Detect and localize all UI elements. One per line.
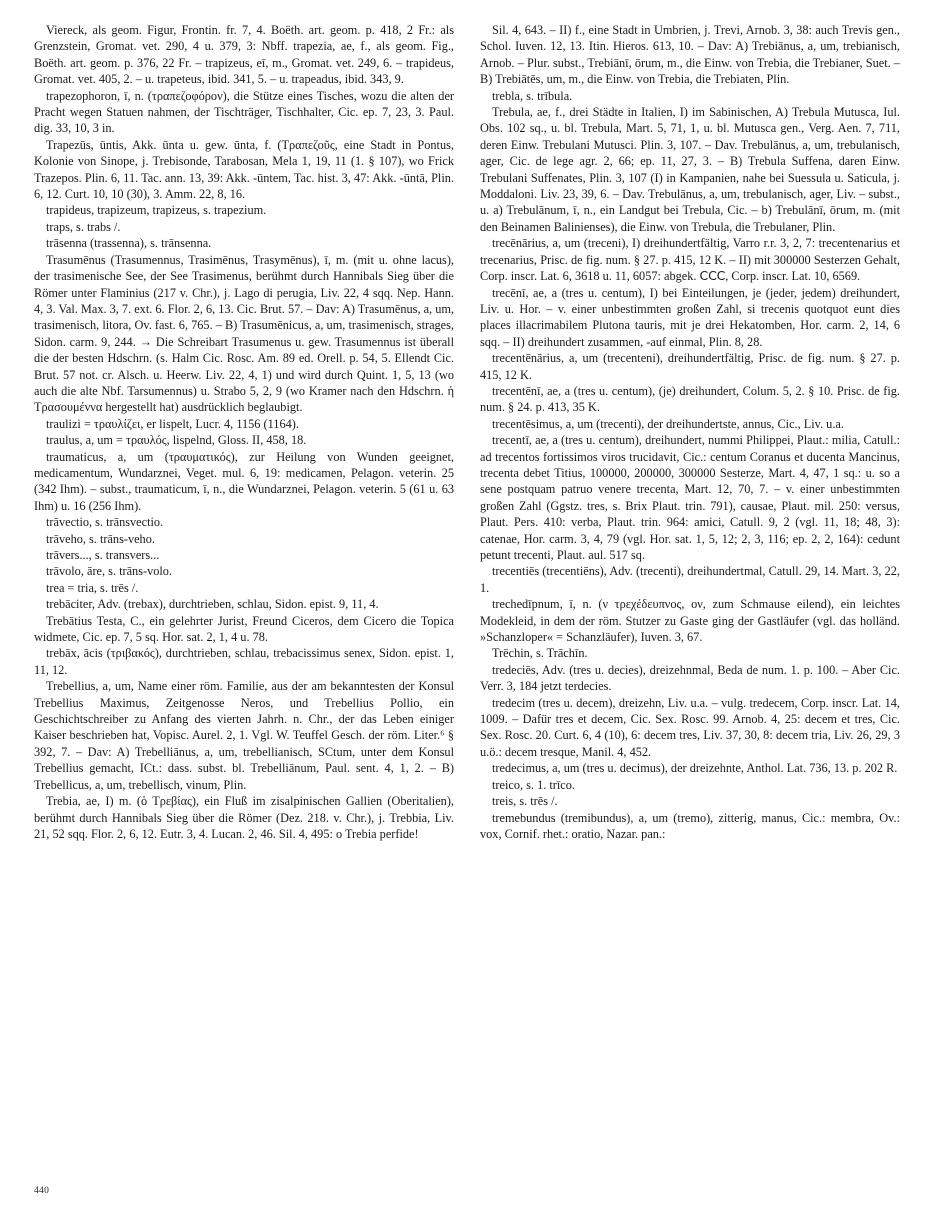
entry-text: trebla, s. trībula. [492,88,573,103]
entry-text: trechedīpnum, ī, n. (ν τρεχέδευπνος, ον, zum Schmause eilend), ein leichtes Modekleid, in dem der röm. Stutzer zu Gaste ging der Gastläufer (vgl. das holländ. »Schanzloper« = Schanzläufer), Iuven. 3, 67. [480,597,900,645]
dictionary-entry [34,202,454,218]
entry-text: trāvolo, āre, s. trāns-volo. [46,564,173,579]
entry-text: trebāx, ācis (τριβακός), durchtrieben, schlau, trebacissimus senex, Sidon. epist. 1, 11, 12. [34,646,454,677]
dictionary-entry [480,695,900,761]
dictionary-entry [480,416,900,432]
dictionary-entry [34,613,454,646]
entry-text: trapideus, trapizeum, trapizeus, s. trapezium. [46,203,267,218]
dictionary-entry [34,678,454,793]
dictionary-entry [34,88,454,137]
entry-text: trecentēsimus, a, um (trecenti), der dreihundertste, annus, Cic., Liv. u.a. [492,416,844,431]
two-column-layout [34,22,907,1170]
dictionary-entry [34,449,454,515]
dictionary-entry [480,760,900,776]
entry-text: trebāciter, Adv. (trebax), durchtrieben, schlau, Sidon. epist. 9, 11, 4. [46,597,379,612]
dictionary-entry [480,350,900,383]
dictionary-entry [34,531,454,547]
entry-text: traumaticus, a, um (τραυματικός), zur Heilung von Wunden geeignet, medicamentum, Wundarznei, Veget. mul. 6, 19: medicamen, Pelagon. veterin. 25 (342 Ihm). – subst., traumaticum, ī, n., die Wundarznei, Pelagon. veterin. 5 (61 u. 63 Ihm) u. 16 (256 Ihm). [34,449,454,513]
dictionary-entry [34,22,454,88]
entry-text: Trasumēnus (Trasumennus, Trasimēnus, Trasymēnus), ī, m. (mit u. ohne lacus), der trasimenische See, der See Trasimenus, berühmt durch Hannibals Sieg über die Römer unter Flaminius (217 v. Chr.), j. Lago di perugia, Liv. 22, 4 sqq. Nep. Hann. 4, 3. Val. Max. 3, 7. ext. 6. Flor. 2, 6, 13. Cic. Brut. 57. – Dav: A) Trasumēnus, a, um, trasimenisch, litora, Ov. fast. 6, 765. – B) Trasumēnicus, a, um, trasimenisch, strages, Sidon. carm. 9, 244. → Die Schreibart Trasumenus u. gew. Trasumennus ist überall die der besten Hdschrn. (s. Halm Cic. Rosc. Am. 89 ed. Orell. p. 54, 5. Ellendt Cic. Brut. 57 not. cr. Alsch. u. Heerw. Liv. 22, 4, 1) und wird durch Quint. 1, 5, 13 (wo auch die alte Nbf. Tarsumennus) u. Strabo 5, 2, 9 (wo Kramer nach den Hdschrn. ἡ Τρασουμέννα hergestellt hat) ausdrücklich beglaubigt. [34,252,454,415]
entry-text: Trēchin, s. Trāchīn. [492,646,588,661]
dictionary-entry [480,645,900,661]
dictionary-entry [480,563,900,596]
entry-text: trāsenna (trassenna), s. trānsenna. [46,236,212,251]
entry-text: trecentī, ae, a (tres u. centum), dreihundert, nummi Philippei, Plaut.: milia, Catull.: ad trecentos fortissimos viros trucidavit, Cic.: centum Coranus et ducenta Mancinus, trecenta debet Titius, 100000, 200000, 300000 Sesterze, Mart. 4, 47, 1 sq.: u. so a sene postquam patruo venere trecenta, Mart. 12, 70, 7. – v. einer unbestimmten großen Zahl (Ggstz. tres, s. Brix Plaut. trin. 791), causae, Plaut. mil. 250: versus, Plaut. Pers. 410: verba, Plaut. trin. 964: amici, Catull. 9, 2 (vgl. 11, 18; 48, 3): catenae, Hor. carm. 3, 4, 79 (vgl. Hor. sat. 1, 5, 12; 2, 3, 116; ep. 2, 2, 164): cedunt petunt trecenti, Plaut. aul. 517 sq. [480,433,900,562]
entry-text: trecēnārius, a, um (treceni), I) dreihundertfältig, Varro r.r. 3, 2, 7: trecentenarius et trecenarius, Prisc. de fig. num. § 27. p. 415, 12 K. – II) mit 300000 Sesterzen Gehalt, Corp. inscr. Lat. 6, 3618 u. 11, 6057: abgek. ⅭⅭⅭ, Corp. inscr. Lat. 10, 6569. [480,236,900,284]
dictionary-entry [34,432,454,448]
dictionary-entry [34,235,454,251]
page-number: 440 [34,1186,50,1196]
entry-text: Trebia, ae, I) m. (ὁ Τρεβίας), ein Fluß im zisalpinischen Gallien (Oberitalien), berühmt durch Hannibals Sieg über die Römer (Dez. 218. v. Chr.), j. Trebbia, Liv. 21, 52 sqq. Flor. 2, 6, 12. Eutr. 3, 4. Lucan. 2, 46. Sil. 4, 495: o Trebia perfide! [34,794,454,841]
dictionary-entry [34,563,454,579]
dictionary-entry [34,645,454,678]
dictionary-entry [480,810,900,843]
entry-text: trāvers..., s. transvers... [46,548,160,562]
dictionary-entry [480,793,900,809]
dictionary-entry [480,383,900,416]
dictionary-entry [34,514,454,530]
dictionary-entry [34,252,454,416]
dictionary-entry [480,88,900,104]
entry-text: trāvectio, s. trānsvectio. [46,515,164,530]
dictionary-entry [480,285,900,351]
entry-text: Trapezūs, ūntis, Akk. ūnta u. gew. ūnta, f. (Τραπεζοῦς, eine Stadt in Pontus, Kolonie von Sinope, j. Trebisonde, Tarabosan, Mela 1, 19, 11 (1. § 107), wo Frick Trazepos. Plin. 6, 11. Tac. ann. 13, 39: Akk. -ūntem, Tac. hist. 3, 47: Akk. -ūntā, Plin. 6, 12. Curt. 10, 10 (30), 3. Amm. 22, 8, 16. [34,137,454,202]
dictionary-entry [480,662,900,695]
entry-text: tredecimus, a, um (tres u. decimus), der dreizehnte, Anthol. Lat. 736, 13. p. 202 R. [492,761,898,776]
dictionary-entry [34,416,454,432]
entry-text: Sil. 4, 643. – II) f., eine Stadt in Umbrien, j. Trevi, Arnob. 3, 38: auch Trevis gen., Schol. Iuven. 12, 13. Itin. Hieros. 613, 10. – Dav: A) Trebiānus, a, um, trebianisch, Arnob. – Plur. subst., Trebiānī, ōrum, m., die Einw. von Trebia, die Trebianer, Suet. – B) Trebiātēs, um, m., die Einw. von Trebia, die Trebiaten, Plin. [480,23,900,87]
entry-text: traps, s. trabs /. [46,219,121,234]
dictionary-entry [34,547,454,563]
entry-text: treico, s. 1. trīco. [492,777,575,792]
entry-text: treis, s. trēs /. [492,794,558,809]
entry-text: tredeciēs, Adv. (tres u. decies), dreizehnmal, Beda de num. 1. p. 100. – Aber Cic. Verr. 3, 184 jetzt terdecies. [480,662,900,694]
dictionary-entry [480,432,900,563]
dictionary-entry [34,793,454,842]
dictionary-entry [480,777,900,793]
entry-text: Trebātius Testa, C., ein gelehrter Jurist, Freund Ciceros, dem Cicero die Topica widmete, Cic. ep. 7, 5 sq. Hor. sat. 2, 1, 4 u. 78. [34,613,454,645]
dictionary-entry [480,104,900,235]
entry-text: traulus, a, um = τραυλός, lispelnd, Gloss. II, 458, 18. [46,433,307,448]
entry-text: trecentēnī, ae, a (tres u. centum), (je) dreihundert, Colum. 5, 2. § 10. Prisc. de fig. num. § 24. p. 413, 35 K. [480,383,900,415]
dictionary-entry [480,22,900,88]
entry-text: Trebellius, a, um, Name einer röm. Familie, aus der am bekanntesten der Konsul Trebellius Maximus, Zeitgenosse Neros, und Trebellius Pollio, ein Geschichtschreiber zu Anfang des vierten Jahrh. n. Chr., der das Leben einiger Kaiser beschrieben hat, Vopisc. Aurel. 2, 1. Vgl. W. Teuffel Gesch. der röm. Liter.⁶ § 392, 7. – Dav: A) Trebelliānus, a, um, trebellianisch, SCtum, unter dem Konsul Trebellius gemacht, ICt.: dass. subst. bl. Trebelliānum, Paul. sent. 4, 1, 2. – B) Trebellicus, a, um, trebellisch, vinum, Plin. [34,679,454,792]
column-right [480,22,900,1170]
entry-text: trāveho, s. trāns-veho. [46,531,155,546]
dictionary-entry [480,596,900,645]
dictionary-entry [34,137,454,203]
entry-text: trecentiēs (trecentiēns), Adv. (trecenti), dreihundertmal, Catull. 29, 14. Mart. 3, 22, 1. [480,564,900,595]
dictionary-entry [34,596,454,612]
column-left [34,22,454,1170]
dictionary-entry [480,235,900,284]
entry-text: tredecim (tres u. decem), dreizehn, Liv. u.a. – vulg. tredecem, Corp. inscr. Lat. 14, 1009. – Dafür tres et decem, Cic. Sex. Rosc. 99. Arnob. 4, 25: decem et tres, Cic. Sex. Rosc. 20. Curt. 6, 4 (10), 6: decem tres, Liv. 37, 30, 8: decem tria, Liv. 26, 29, 3 u.ö.: decem tresque, Manil. 4, 452. [480,695,900,759]
entry-text: tremebundus (tremibundus), a, um (tremo), zitterig, manus, Cic.: membra, Ov.: vox, Cornif. rhet.: oratio, Nazar. pan.: [480,810,900,841]
entry-text: trea = tria, s. trēs /. [46,580,139,595]
dictionary-entry [34,219,454,235]
entry-text: trecentēnārius, a, um (trecenteni), dreihundertfältig, Prisc. de fig. num. § 27. p. 415, 12 K. [480,351,900,382]
entry-text: traulizi = τραυλίζει, er lispelt, Lucr. 4, 1156 (1164). [46,416,299,431]
entry-text: trecēnī, ae, a (tres u. centum), I) bei Einteilungen, je (jeder, jedem) dreihundert, Liv. u. Hor. – v. einer unbestimmten großen Zahl, si trecenis quotquot eunt dies places illacrimabilem Plutona tauris, mit je drei Hekatomben, Hor. carm. 2, 14, 6 sqq. – II) dreihundert zusammen, -auf einmal, Plin. 8, 28. [480,285,900,349]
dictionary-entry [34,580,454,596]
entry-text: trapezophoron, ī, n. (τραπεζοφόρον), die Stütze eines Tisches, wozu die alten der Pracht wegen Statuen nahmen, der Tischträger, Tischhalter, Cic. ep. 7, 23, 3. Paul. dig. 33, 10, 3 in. [34,88,454,136]
entry-text: Trebula, ae, f., drei Städte in Italien, I) im Sabinischen, A) Trebula Mutusca, Iul. Obs. 102 sq., u. bl. Trebula, Mart. 5, 71, 1, u. bl. Mutusca gen., Verg. Aen. 7, 711, deren Einw. Trebulani Mutusci. Plin. 3, 107. – Dav. Trebulānus, a, um, trebulanisch, ager, Cic. de lege agr. 2, 66; ep. 11, 27, 3. – B) Trebula Suffena, daren Einw. Trebulani Suffenates, Plin. 3, 107 (I) in Kampanien, nahe bei Suessula u. Saticula, j. Moddaloni. Liv. 23, 39, 6. – Dav. Trebulānus, a, um, trebulanisch, ager, Liv. – subst., u. a) Trebulānum, ī, n., ein Landgut bei Trebula, Cic. – b) Trebulānī, ōrum, m. (mit den Beinamen Balinienses), die Einw. von Trebula, die Trebulaner, Plin. [480,105,900,234]
entry-text: Viereck, als geom. Figur, Frontin. fr. 7, 4. Boëth. art. geom. p. 418, 2 Fr.: als Grenzstein, Gromat. vet. 290, 4 u. 379, 3: Nbff. trapezia, ae, f., als geom. Fig., Boëth. art. geom. p. 376, 22 Fr. – trapizeus, eī, m., Gromat. vet. 249, 6. – trapideus, Gromat. vet. 405, 2. – u. trapeteus, ibid. 341, 5. – u. trapeadus, ibid. 343, 9. [34,23,454,87]
